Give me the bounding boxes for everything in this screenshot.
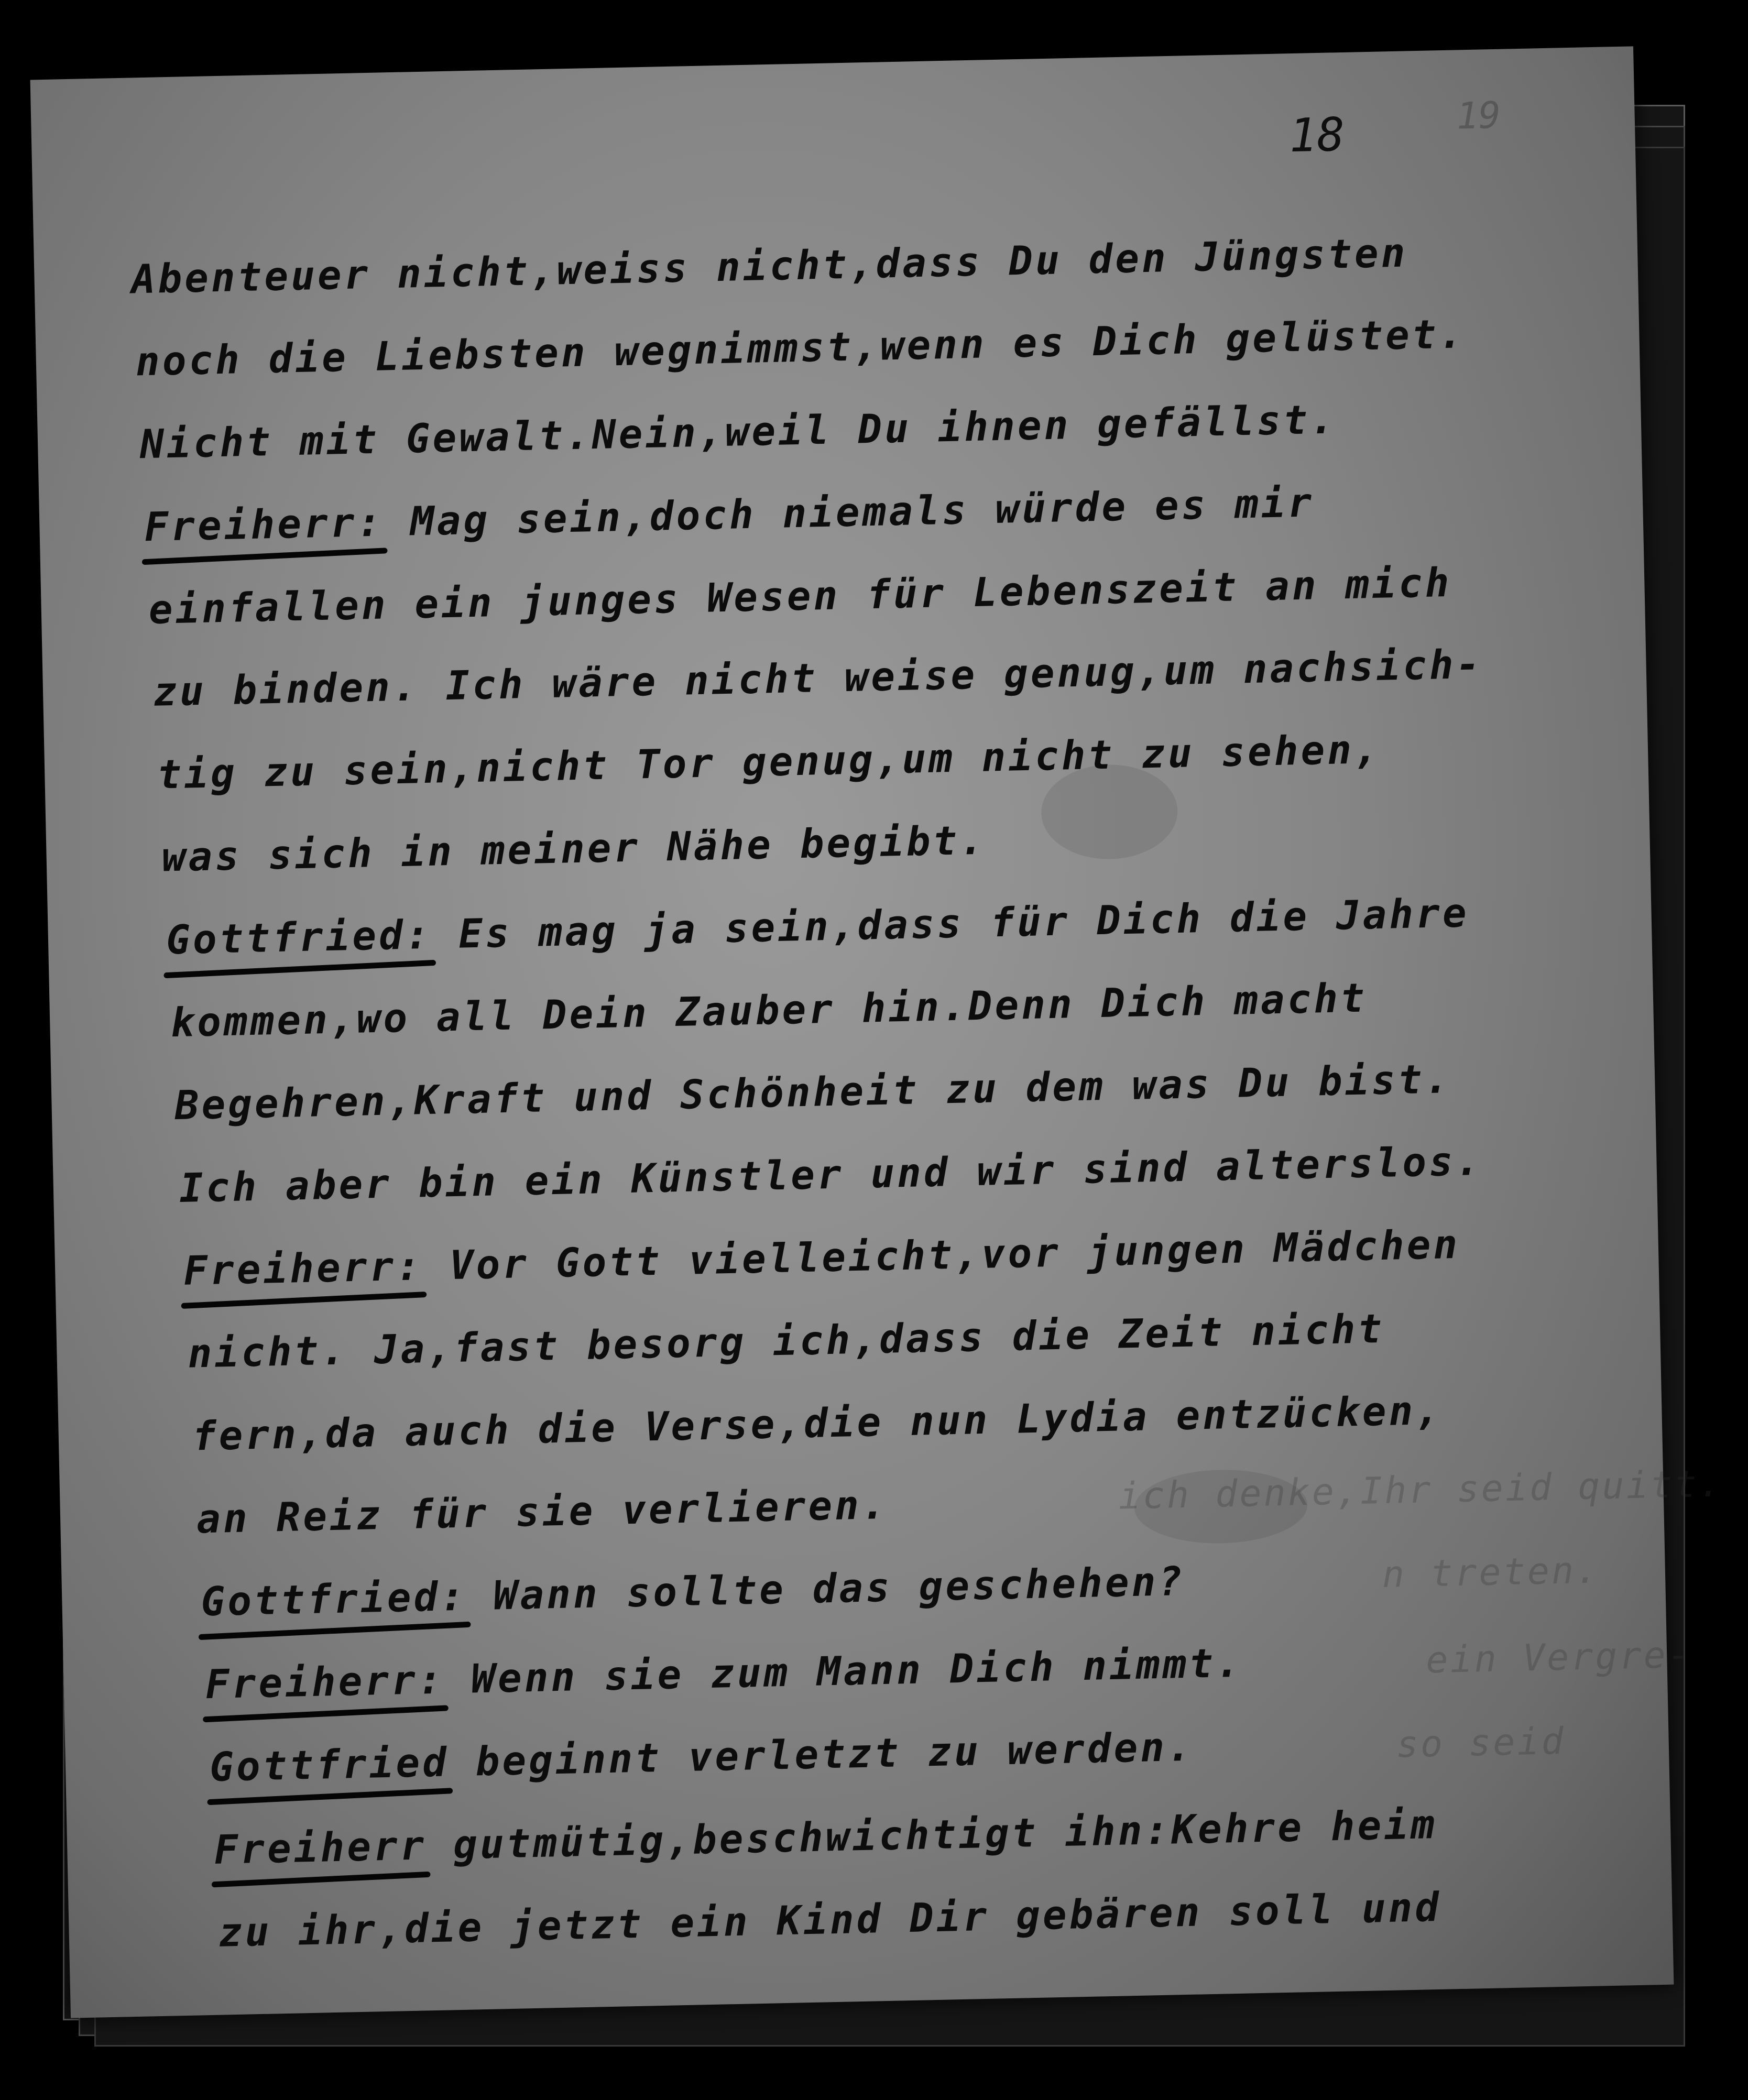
speaker-name-freiherr: Freiherr: — [183, 1242, 423, 1294]
speaker-name-freiherr: Freiherr — [213, 1822, 427, 1873]
handwritten-underline — [207, 1788, 453, 1805]
page-number: 18 — [1288, 107, 1346, 163]
speaker-name-freiherr: Freiherr: — [205, 1656, 445, 1708]
bleed-through-text: ich denke,Ihr seid quitt. — [1118, 1462, 1723, 1518]
typewritten-page — [30, 46, 1723, 2018]
speaker-name-gottfried: Gottfried: — [166, 911, 432, 964]
handwritten-underline — [212, 1872, 431, 1888]
text-line: noch die Liebsten wegnimmst,wenn es Dich gelüstet. — [135, 310, 1466, 385]
bleed-through-text: ein Vergre- — [1425, 1633, 1692, 1682]
handwritten-underline — [181, 1292, 427, 1309]
bleed-through-text: n treten. — [1382, 1548, 1600, 1596]
text-line: Freiherr: Mag sein,doch niemals würde es mir — [144, 479, 1315, 550]
speaker-name-gottfried: Gottfried: — [201, 1573, 467, 1625]
bleed-through-page-number: 19 — [1456, 93, 1501, 138]
text-line: zu binden. Ich wäre nicht weise genug,um nachsich- — [152, 640, 1483, 715]
text-line: Nicht mit Gewalt.Nein,weil Du ihnen gefällst. — [139, 396, 1337, 468]
handwritten-underline — [163, 960, 436, 978]
speaker-name-gottfried: Gottfried — [209, 1738, 450, 1790]
text-line: an Reiz für sie verlieren. — [196, 1481, 889, 1543]
text-line: nicht. Ja,fast besorg ich,dass die Zeit nicht — [187, 1305, 1385, 1377]
text-line: Gottfried beginnt verletzt zu werden. — [209, 1723, 1194, 1790]
text-line: Gottfried: Wann sollte das geschehen? — [201, 1558, 1185, 1625]
text-line: Gottfried: Es mag ja sein,dass für Dich die Jahre — [166, 889, 1469, 963]
text-line: Abenteuer nicht,weiss nicht,dass Du den Jüngsten — [130, 229, 1408, 303]
handwritten-underline — [199, 1622, 471, 1640]
text-line: was sich in meiner Nähe begibt. — [161, 816, 987, 881]
text-line: zu ihr,die jetzt ein Kind Dir gebären soll und — [217, 1883, 1442, 1956]
handwritten-underline — [203, 1705, 449, 1722]
text-line: fern,da auch die Verse,die nun Lydia entzücken, — [191, 1386, 1443, 1460]
text-line: tig zu sein,nicht Tor genug,um nicht zu sehen, — [157, 725, 1381, 798]
text-line: Ich aber bin ein Künstler und wir sind alterslos. — [179, 1137, 1483, 1211]
text-line: Freiherr: Vor Gott vielleicht,vor jungen Mädchen — [183, 1221, 1460, 1294]
body-text — [30, 46, 1674, 2018]
bleed-through-text: so seid — [1395, 1719, 1566, 1766]
handwritten-underline — [142, 548, 388, 565]
text-line: einfallen ein junges Wesen für Lebenszeit an mich — [148, 559, 1452, 633]
text-line: kommen,wo all Dein Zauber hin.Denn Dich macht — [170, 974, 1368, 1046]
text-line: Freiherr: Wenn sie zum Mann Dich nimmt. — [205, 1639, 1243, 1708]
speaker-name-freiherr: Freiherr: — [144, 499, 385, 551]
text-line: Begehren,Kraft und Schönheit zu dem was Du bist. — [174, 1055, 1452, 1129]
text-line: Freiherr gutmütig,beschwichtigt ihn:Kehre heim — [213, 1801, 1437, 1873]
